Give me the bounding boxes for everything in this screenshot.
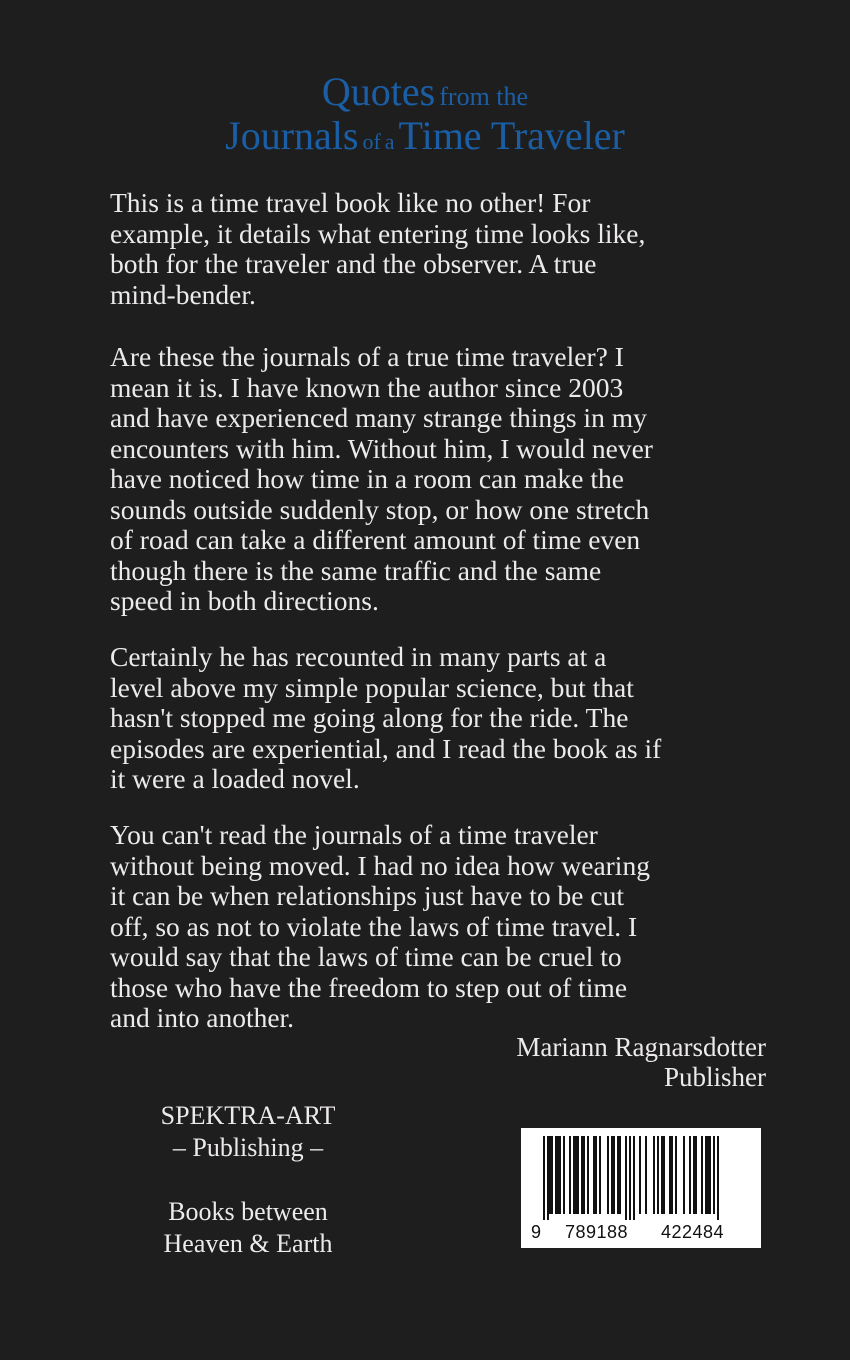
barcode-bar — [593, 1136, 597, 1214]
barcode-bar — [599, 1136, 601, 1214]
text-line: example, it details what entering time looks like, — [110, 217, 646, 249]
title-time-traveler: Time Traveler — [398, 113, 625, 158]
text-line: This is a time travel book like no other! For — [110, 187, 591, 218]
barcode-bar — [645, 1136, 647, 1214]
text-line: You can't read the journals of a time traveler — [110, 819, 598, 850]
barcode-bar — [549, 1136, 553, 1214]
text-line: without being moved. I had no idea how wearing — [110, 849, 650, 881]
barcode-bar — [653, 1136, 655, 1214]
title-line-2 — [0, 113, 850, 158]
barcode-bar — [547, 1136, 549, 1220]
title-quotes: Quotes — [321, 69, 436, 114]
barcode-bar — [611, 1136, 615, 1214]
paragraph-1 — [110, 188, 770, 310]
barcode-bar — [629, 1136, 631, 1220]
title-line-1 — [0, 69, 850, 114]
publisher-tagline-2: Heaven & Earth — [163, 1229, 333, 1258]
text-line: have noticed how time in a room can make the — [110, 463, 624, 494]
barcode-bar — [701, 1136, 703, 1214]
barcode-bar — [555, 1136, 561, 1214]
text-line: sounds outside suddenly stop, or how one stretch — [110, 493, 650, 525]
text-line: speed in both directions. — [110, 585, 379, 616]
text-line: it were a loaded novel. — [110, 763, 360, 794]
paragraph-4 — [110, 820, 770, 1034]
text-line: it can be when relationships just have to be cut — [110, 880, 624, 911]
barcode-bar — [713, 1136, 715, 1214]
text-line: and have experienced many strange things in my — [110, 402, 647, 433]
text-line: encounters with him. Without him, I would never — [110, 432, 653, 464]
barcode-bar — [639, 1136, 641, 1214]
barcode-bar — [705, 1136, 711, 1214]
text-line: mind-bender. — [110, 278, 256, 310]
title-from-the: from the — [439, 82, 529, 111]
barcode-bar — [633, 1136, 635, 1220]
text-line: of road can take a different amount of time even — [110, 524, 641, 555]
paragraph-2 — [110, 342, 770, 617]
barcode-bar — [581, 1136, 585, 1214]
barcode-bar — [661, 1136, 665, 1214]
barcode-bar — [717, 1136, 719, 1220]
barcode-bar — [569, 1136, 571, 1214]
barcode-bars — [521, 1128, 761, 1248]
barcode-bar — [563, 1136, 565, 1214]
barcode-bar — [543, 1136, 545, 1220]
title-journals: Journals — [225, 113, 359, 158]
barcode-bar — [683, 1136, 685, 1214]
barcode-bar — [675, 1136, 677, 1214]
signature-name: Mariann Ragnarsdotter — [516, 1032, 766, 1062]
text-line: episodes are experiential, and I read the book as if — [110, 732, 662, 764]
publisher-sub: – Publishing – — [172, 1133, 324, 1162]
barcode-bar — [669, 1136, 673, 1214]
text-line: Are these the journals of a true time traveler? I — [110, 341, 624, 372]
barcode-bar — [617, 1136, 621, 1214]
barcode-bar — [657, 1136, 659, 1214]
signature-role: Publisher — [663, 1062, 766, 1092]
barcode-group-2: 422484 — [661, 1222, 725, 1242]
text-line: though there is the same traffic and the same — [110, 554, 602, 586]
barcode-bar — [587, 1136, 589, 1214]
text-line: both for the traveler and the observer. A true — [110, 248, 597, 279]
text-line: level above my simple popular science, but that — [110, 671, 634, 703]
text-line: and into another. — [110, 1002, 295, 1033]
text-line: would say that the laws of time can be cruel to — [110, 941, 622, 972]
text-line: hasn't stopped me going along for the ride. The — [110, 702, 629, 733]
text-line: mean it is. I have known the author since 2003 — [110, 371, 624, 403]
barcode-digit-first: 9 — [531, 1222, 542, 1242]
barcode-bar — [689, 1136, 691, 1214]
publisher-tagline-1: Books between — [168, 1197, 328, 1226]
barcode-bar — [625, 1136, 627, 1220]
barcode-bar — [693, 1136, 697, 1214]
title-a: a — [384, 129, 395, 154]
text-line: those who have the freedom to step out of time — [110, 971, 628, 1003]
barcode-bar — [607, 1136, 609, 1214]
publisher-name: SPEKTRA-ART — [160, 1101, 336, 1130]
paragraph-3 — [110, 642, 770, 795]
isbn-barcode — [521, 1128, 761, 1248]
barcode-group-1: 789188 — [565, 1222, 629, 1242]
barcode-bar — [573, 1136, 579, 1214]
text-line: off, so as not to violate the laws of time travel. I — [110, 910, 638, 942]
title-of: of — [362, 129, 381, 154]
text-line: Certainly he has recounted in many parts at a — [110, 641, 607, 672]
